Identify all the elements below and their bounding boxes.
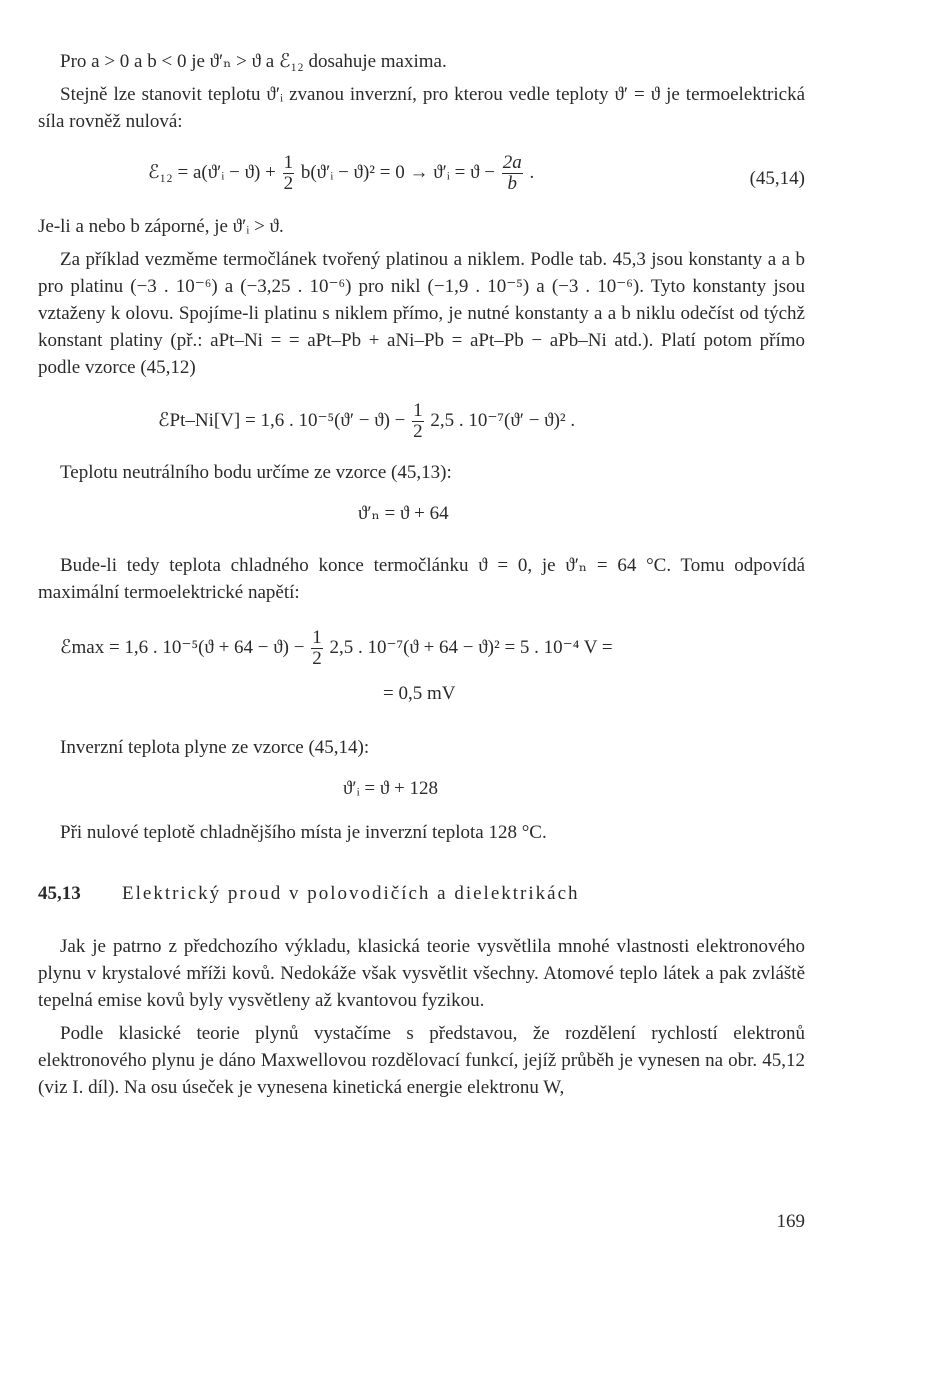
paragraph-inversion-formula: Inverzní teplota plyne ze vzorce (45,14): (60, 737, 370, 758)
equation-inversion (38, 761, 805, 813)
equation-result-mv (38, 676, 805, 720)
section-title: Elektrický proud v polovodičích a dielektrikách (122, 883, 580, 904)
equation-pt-ni (38, 381, 805, 459)
paragraph-cold-end: Bude-li tedy teplota chladného konce termočlánku ϑ = 0, je ϑ′ₙ = 64 °C. Tomu odpovídá maximální termoelektrické napětí: (38, 555, 805, 603)
paragraph-inversion-temperature: Stejně lze stanovit teplotu ϑ′ᵢ zvanou inverzní, pro kterou vedle teploty ϑ′ = ϑ je termoelektrická síla rovněž nulová: (38, 84, 805, 132)
section-heading (38, 880, 805, 907)
paragraph-platinum-nickel: Za příklad vezměme termočlánek tvořený platinou a niklem. Podle tab. 45,3 jsou konstanty a a b pro platinu (−3 . 10⁻⁶) a (−3,25 . 10⁻⁶) pro nikl (−1,9 . 10⁻⁵) a (−3 . 10⁻⁶). Tyto konstanty jsou vztaženy k olovu. Spojíme-li platinu s niklem přímo, je nutné konstanty a a b niklu odečíst od týchž konstant platiny (př.: aPt–Ni = = aPt–Pb + aNi–Pb = aPt–Pb − aPb–Ni atd.). Platí potom přímo podle vzorce (45,12) (38, 249, 805, 378)
equation-neutral-point (38, 486, 805, 538)
eq1-fraction-2a-b: $\frac{2a}{b}$ (502, 152, 522, 194)
page-number: 169 (776, 1211, 805, 1232)
paragraph-neutral-point: Teplotu neutrálního bodu určíme ze vzorce (45,13): (60, 462, 452, 483)
eq6: ϑ′ᵢ = ϑ + 128 (343, 778, 439, 799)
paragraph-zero-temperature: Při nulové teplotě chladnějšího místa je inverzní teplota 128 °C. (60, 822, 547, 843)
paragraph-maxwell-distribution: Podle klasické teorie plynů vystačíme s představou, že rozdělení rychlostí elektronů elektronového plynu je dáno Maxwellovou rozdělovací funkcí, jejíž průběh je vynesen na obr. 45,12 (viz I. díl). Na osu úseček je vynesena kinetická energie elektronu W, (38, 1023, 805, 1098)
paragraph-classical-theory: Jak je patrno z předchozího výkladu, klasická teorie vysvětlila mnohé vlastnosti elektronového plynu v krystalové mříži kovů. Nedokáže však vysvětlit všechny. Atomové teplo látek a pak zvláště tepelná emise kovů byly vysvětleny až kvantovou fyzikou. (38, 936, 805, 1011)
eq1-fraction-half: $\frac{1}{2}$ (283, 152, 294, 194)
eq1-right: b(ϑ′ᵢ − ϑ)² = 0 → ϑ′ᵢ = ϑ − (296, 161, 500, 183)
eq5: = 0,5 mV (383, 683, 456, 704)
page-content (38, 48, 805, 1101)
eq1-left: ℰ₁₂ = a(ϑ′ᵢ − ϑ) + (148, 161, 281, 183)
eq3: ϑ′ₙ = ϑ + 64 (358, 503, 449, 524)
text-line-maxima: Pro a > 0 a b < 0 je ϑ′ₙ > ϑ a ℰ₁₂ dosahuje maxima. (60, 51, 447, 72)
section-number: 45,13 (38, 883, 81, 904)
equation-number-45-14: (45,14) (749, 168, 805, 189)
equation-max-voltage (38, 606, 805, 676)
eq4-fraction-half: $\frac{1}{2}$ (312, 627, 322, 669)
eq4-right: 2,5 . 10⁻⁷(ϑ + 64 − ϑ)² = 5 . 10⁻⁴ V = (324, 636, 613, 658)
eq2-right: 2,5 . 10⁻⁷(ϑ′ − ϑ)² . (425, 409, 576, 431)
eq4-left: ℰmax = 1,6 . 10⁻⁵(ϑ + 64 − ϑ) − (60, 636, 310, 658)
eq2-fraction-half: $\frac{1}{2}$ (413, 400, 423, 442)
equation-45-14: ℰ₁₂ = a(ϑ′ᵢ − ϑ) + $\frac{1}{2}$ b(ϑ′ᵢ − ϑ)² = 0 → ϑ′ᵢ = ϑ − $\frac{2a}{b}$ . (45,14) (148, 152, 805, 194)
eq2-left: ℰPt–Ni[V] = 1,6 . 10⁻⁵(ϑ′ − ϑ) − (158, 409, 411, 431)
text-line-negative: Je-li a nebo b záporné, je ϑ′ᵢ > ϑ. (38, 216, 284, 237)
